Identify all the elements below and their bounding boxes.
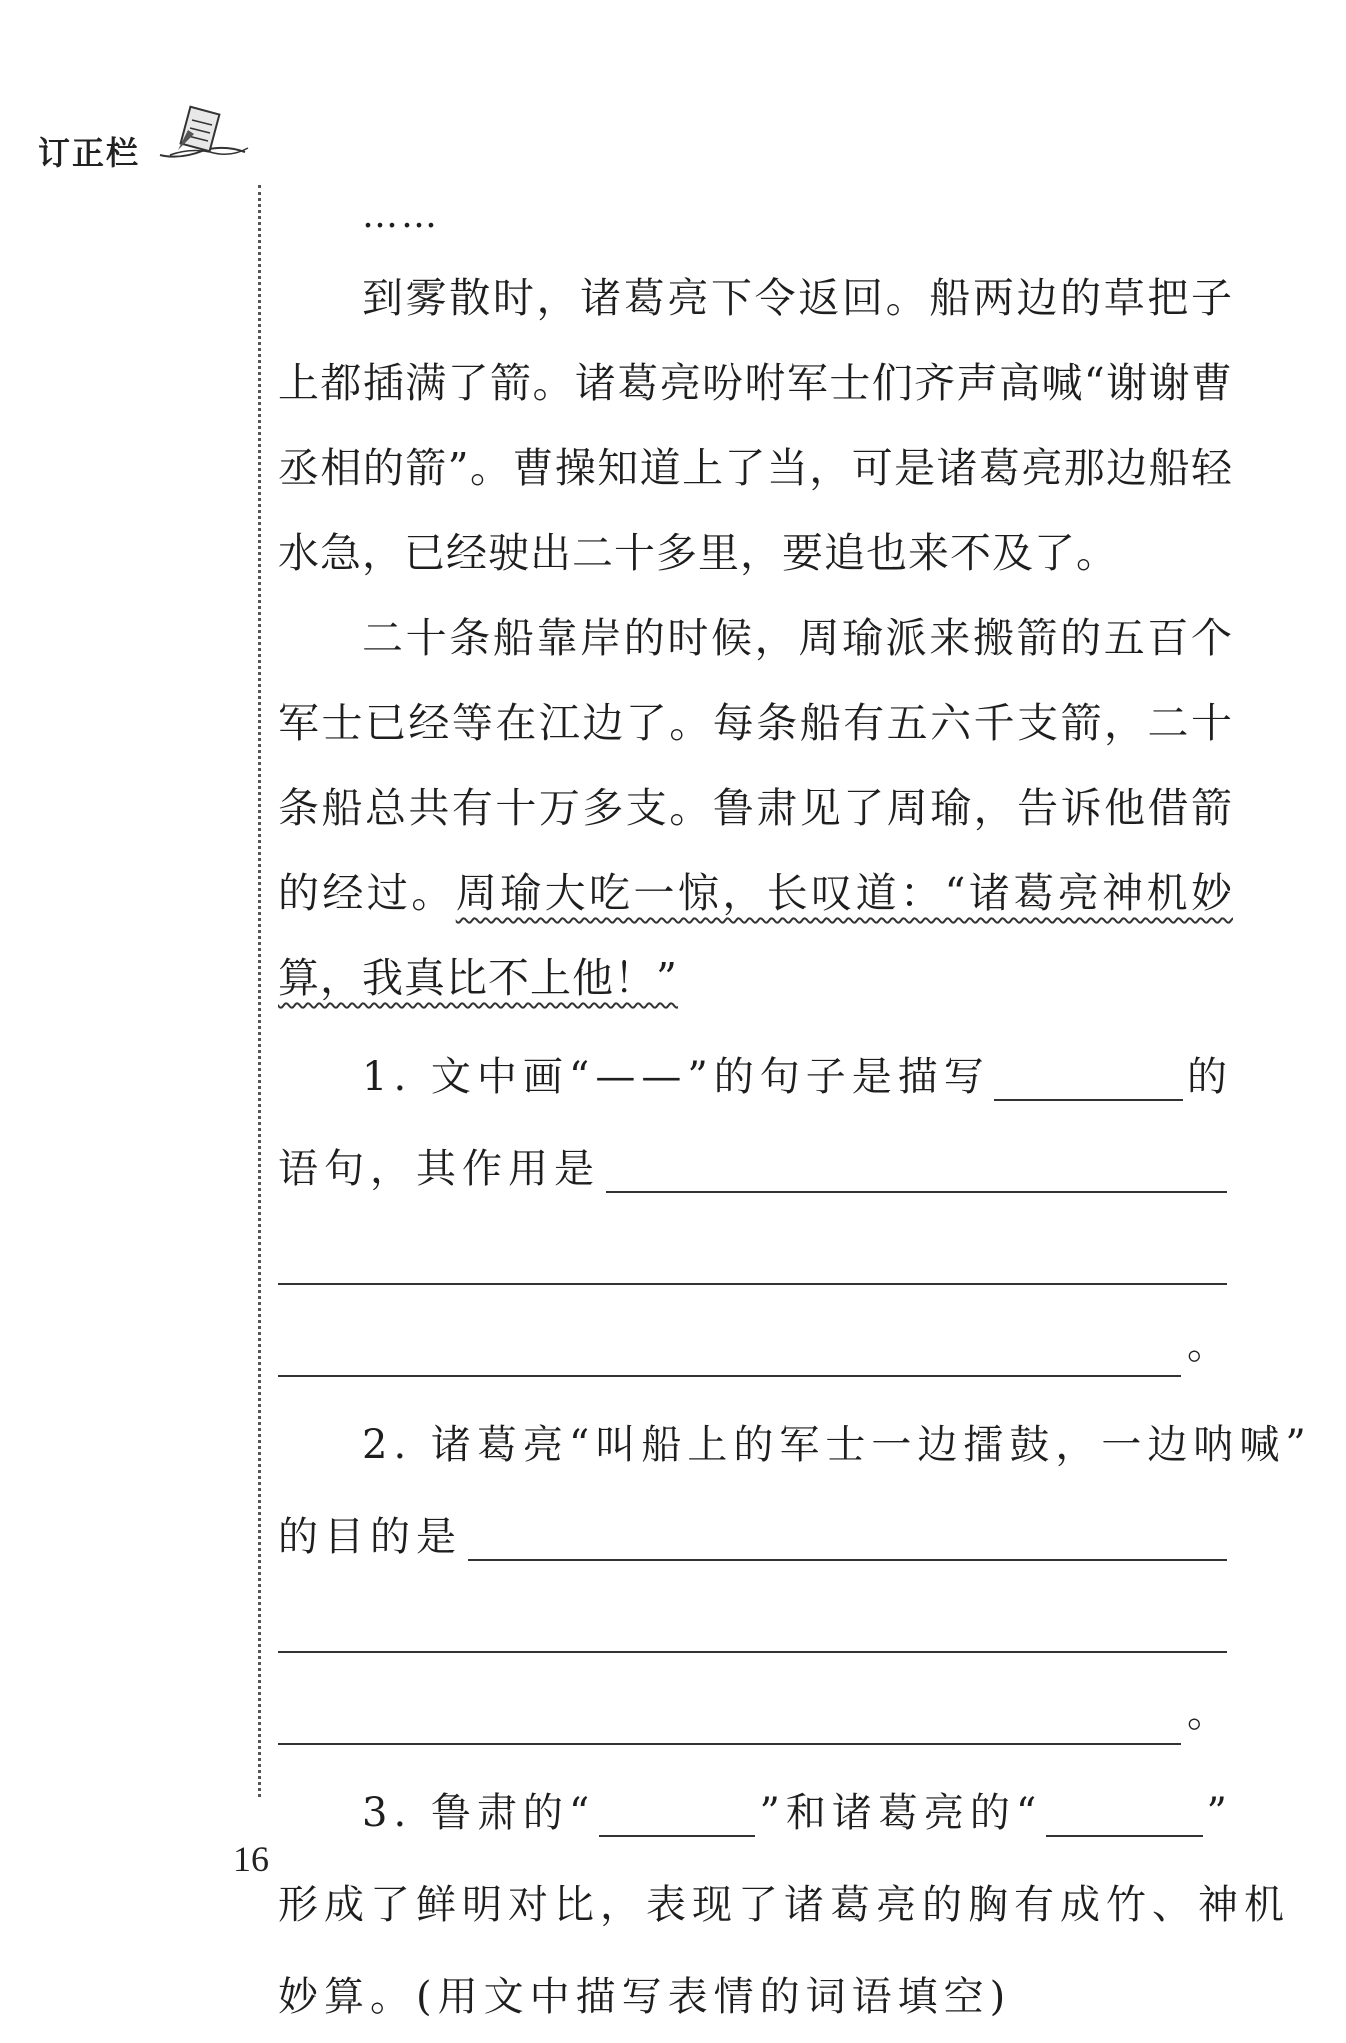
question-3-part-2: ”和诸葛亮的“ — [759, 1790, 1043, 1836]
question-1-answer-line-2[interactable] — [278, 1282, 1227, 1285]
passage-paragraph-1: 到雾散时，诸葛亮下令返回。船两边的草把子上都插满了箭。诸葛亮吩咐军士们齐声高喊“谢谢曹丞相的箭”。曹操知道上了当，可是诸葛亮那边船轻水急，已经驶出二十多里，要追也来不及了。 — [278, 274, 1233, 577]
question-2-answer-line-1[interactable] — [468, 1558, 1227, 1561]
question-2-period: 。 — [1187, 1690, 1233, 1736]
question-1-period: 。 — [1187, 1322, 1233, 1368]
question-1-suffix: 的 — [1187, 1054, 1233, 1100]
page-number: 16 — [233, 1839, 269, 1879]
question-1 — [278, 1031, 1233, 1399]
question-1-answer-line-3[interactable] — [278, 1374, 1181, 1377]
margin-divider — [258, 185, 261, 1797]
question-3-line-3: 妙算。(用文中描写表情的词语填空) — [278, 1974, 1012, 2020]
question-3-line-2: 形成了鲜明对比，表现了诸葛亮的胸有成竹、神机 — [278, 1882, 1290, 1928]
ellipsis: …… — [362, 195, 440, 236]
question-1-blank-a[interactable] — [994, 1098, 1183, 1101]
question-1-line-2: 语句，其作用是 — [278, 1146, 600, 1192]
question-1-prefix: 1. 文中画“——”的句子是描写 — [362, 1054, 990, 1100]
question-3-part-3: ” — [1206, 1790, 1233, 1836]
passage-paragraph-2 — [278, 596, 1233, 1021]
page-content — [278, 195, 1312, 2043]
question-2-answer-line-2[interactable] — [278, 1650, 1227, 1653]
question-3 — [278, 1767, 1290, 2043]
passage-paragraph-2-text: 二十条船靠岸的时候，周瑜派来搬箭的五百个军士已经等在江边了。每条船有五六千支箭，二十条船总共有十万多支。鲁肃见了周瑜，告诉他借箭的经过。 — [278, 614, 1233, 917]
correction-column-title: 订正栏 — [38, 134, 141, 172]
question-2-answer-line-3[interactable] — [278, 1742, 1181, 1745]
wavy-underlined-sentence: 周瑜大吃一惊，长叹道：“诸葛亮神机妙算，我真比不上他！” — [278, 869, 1234, 1002]
question-3-part-1: 3. 鲁肃的“ — [362, 1790, 596, 1836]
question-2-line-2: 的目的是 — [278, 1514, 462, 1560]
pencil-notebook-icon — [150, 100, 250, 170]
question-3-blank-a[interactable] — [599, 1834, 755, 1837]
question-2-prefix: 2. 诸葛亮“叫船上的军士一边擂鼓，一边呐喊” — [362, 1422, 1312, 1468]
question-2 — [278, 1399, 1312, 1767]
question-1-answer-line-1[interactable] — [606, 1190, 1227, 1193]
question-3-blank-b[interactable] — [1046, 1834, 1202, 1837]
